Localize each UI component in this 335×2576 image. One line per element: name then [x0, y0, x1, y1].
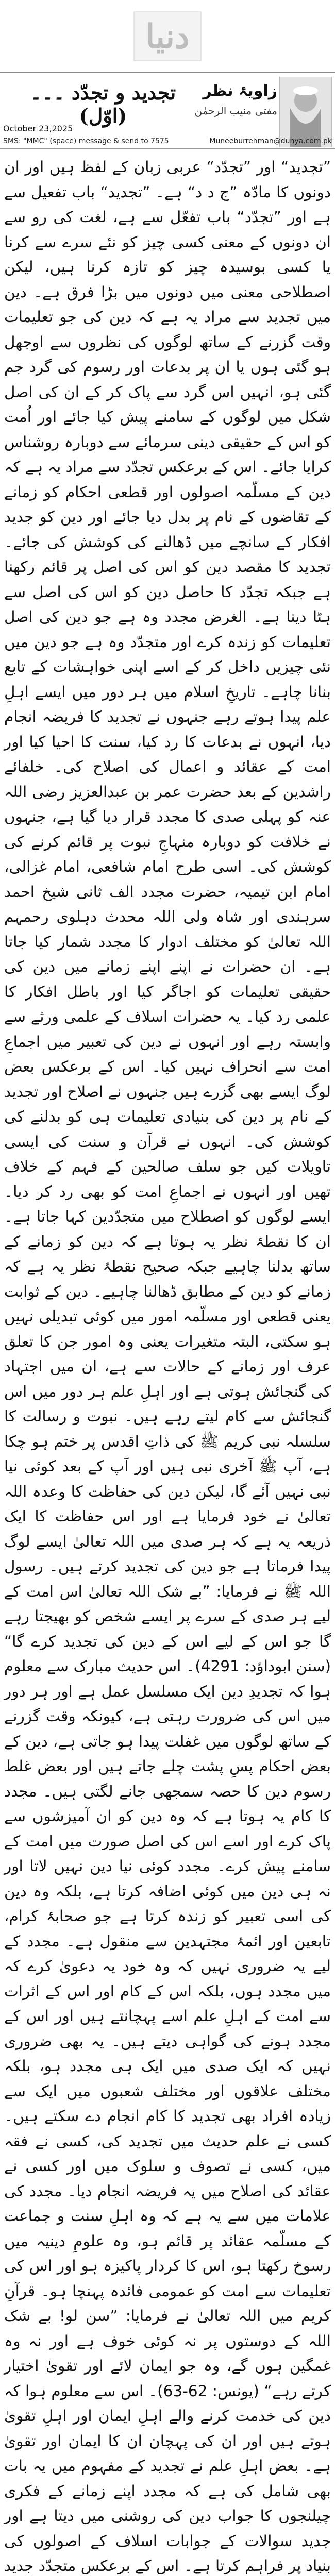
author-email: Muneeburrehman@dunya.com.pk [209, 137, 332, 145]
column-name: زاویۂ نظر [203, 82, 277, 100]
article-body [4, 155, 331, 2574]
dunya-logo-graphic [129, 7, 206, 66]
masthead [0, 0, 335, 72]
article-text: ”تجدید“ اور ”تجدّد“ عربی زبان کے لفظ ہیں اور ان دونوں کا مادّہ ”ج د د“ ہے۔ ”تجدید“ باب تفعیل سے ہے اور ”تجدّد“ باب تفعّل سے ہے، لغت کی رو سے ان دونوں کے معنی کسی چیز کو نئے سرے سے کرنا یا کسی بوسیدہ چیز کو تازہ کرنا ہیں، لیکن اصطلاحی معنی میں دونوں میں بڑا فرق ہے۔ دین میں تجدید سے مراد یہ ہے کہ دین کی جو تعلیمات وقت گزرنے کے ساتھ لوگوں کی نظروں سے اوجھل ہو گئی ہوں یا ان پر بدعات اور رسوم کی گرد جم گئی ہو، انہیں اس گرد سے پاک کر کے ان کی اصل شکل میں لوگوں کے سامنے پیش کیا جائے اور اُمت کو اس کے حقیقی دینی سرمائے سے دوبارہ روشناس کرایا جائے۔ اس کے برعکس تجدّد سے مراد یہ ہے کہ دین کے مسلّمہ اصولوں اور قطعی احکام کو زمانے کے تقاضوں کے نام پر بدل دیا جائے اور دین کو جدید افکار کے سانچے میں ڈھالنے کی کوشش کی جائے۔ تجدید کا مقصد دین کو اس کی اصل پر قائم رکھنا ہے جبکہ تجدّد کا حاصل دین کو اس کی اصل سے ہٹا دینا ہے۔ الغرض مجدد وہ ہے جو دین کی اصل تعلیمات کو زندہ کرے اور متجدّد وہ ہے جو دین میں نئی چیزیں داخل کر کے اسے اپنی خواہشات کے تابع بنانا چاہے۔ تاریخِ اسلام میں ہر دور میں ایسے اہلِ علم پیدا ہوتے رہے جنہوں نے تجدید کا فریضہ انجام دیا، انہوں نے بدعات کا رد کیا، سنت کا احیا کیا اور امت کے عقائد و اعمال کی اصلاح کی۔ خلفائے راشدین کے بعد حضرت عمر بن عبدالعزیز رضی اللہ عنہ کو پہلی صدی کا مجدد قرار دیا گیا ہے، جنہوں نے خلافت کو دوبارہ منہاجِ نبوت پر قائم کرنے کی کوشش کی۔ اسی طرح امام شافعی، امام غزالی، امام ابن تیمیہ، حضرت مجدد الف ثانی شیخ احمد سرہندی اور شاہ ولی اللہ محدث دہلوی رحمہم اللہ تعالیٰ کو مختلف ادوار کا مجدد شمار کیا جاتا ہے۔ ان حضرات نے اپنے اپنے زمانے میں دین کی حقیقی تعلیمات کو اجاگر کیا اور باطل افکار کا علمی رد کیا۔ یہ حضرات اسلاف کے علمی ورثے سے وابستہ رہے اور انہوں نے دین کی تعبیر میں اجماعِ امت سے انحراف نہیں کیا۔ اس کے برعکس بعض لوگ ایسے بھی گزرے ہیں جنہوں نے اصلاح اور تجدید کے نام پر دین کی بنیادی تعلیمات ہی کو بدلنے کی کوشش کی۔ انہوں نے قرآن و سنت کی ایسی تاویلات کیں جو سلف صالحین کے فہم کے خلاف تھیں اور انہوں نے اجماعِ امت کو بھی رد کر دیا۔ ایسے لوگوں کو اصطلاح میں متجدّدین کہا جاتا ہے۔ ان کا نقطۂ نظر یہ ہوتا ہے کہ دین کو زمانے کے ساتھ بدلنا چاہیے جبکہ صحیح نقطۂ نظر یہ ہے کہ زمانے کو دین کے مطابق ڈھالنا چاہیے۔ دین کے ثوابت یعنی قطعی اور مسلّمہ امور میں کوئی تبدیلی نہیں ہو سکتی، البتہ متغیرات یعنی وہ امور جن کا تعلق عرف اور زمانے کے حالات سے ہے، ان میں اجتہاد کی گنجائش ہوتی ہے اور اہلِ علم ہر دور میں اس گنجائش سے کام لیتے رہے ہیں۔ نبوت و رسالت کا سلسلہ نبی کریم ﷺ کی ذاتِ اقدس پر ختم ہو چکا ہے، آپ ﷺ آخری نبی ہیں اور آپ کے بعد کوئی نیا نبی نہیں آئے گا، لیکن دین کی حفاظت کا وعدہ اللہ تعالیٰ نے خود فرمایا ہے اور اس حفاظت کا ایک ذریعہ یہ ہے کہ ہر صدی میں اللہ تعالیٰ ایسے لوگ پیدا فرماتا ہے جو دین کی تجدید کرتے ہیں۔ رسول اللہ ﷺ نے فرمایا: ”بے شک اللہ تعالیٰ اس امت کے لیے ہر صدی کے سرے پر ایسے شخص کو بھیجتا رہے گا جو اس کے لیے اس کے دین کی تجدید کرے گا“ (سنن ابوداؤد: 4291)۔ اس حدیث مبارک سے معلوم ہوا کہ تجدیدِ دین ایک مسلسل عمل ہے اور ہر دور میں اس کی ضرورت رہتی ہے، کیونکہ وقت گزرنے کے ساتھ لوگوں میں غفلت پیدا ہو جاتی ہے، دین کے بعض احکام پسِ پشت چلے جاتے ہیں اور بعض غلط رسوم دین کا حصہ سمجھی جانے لگتی ہیں۔ مجدد کا کام یہ ہوتا ہے کہ وہ دین کو ان آمیزشوں سے پاک کرے اور اسے اس کی اصل صورت میں امت کے سامنے پیش کرے۔ مجدد کوئی نیا دین نہیں لاتا اور نہ ہی دین میں کوئی اضافہ کرتا ہے، بلکہ وہ دین کی اسی تعبیر کو زندہ کرتا ہے جو صحابۂ کرام، تابعین اور ائمۂ مجتہدین سے منقول ہے۔ مجدد کے لیے یہ ضروری نہیں کہ وہ خود یہ دعویٰ کرے کہ میں مجدد ہوں، بلکہ اس کے کام اور اس کے اثرات سے امت کے اہلِ علم اسے پہچانتے ہیں اور اس کے مجدد ہونے کی گواہی دیتے ہیں۔ یہ بھی ضروری نہیں کہ ایک صدی میں ایک ہی مجدد ہو، بلکہ مختلف علاقوں اور مختلف شعبوں میں ایک سے زیادہ افراد بھی تجدید کا کام انجام دے سکتے ہیں۔ کسی نے علم حدیث میں تجدید کی، کسی نے فقہ میں، کسی نے تصوف و سلوک میں اور کسی نے عقائد کی اصلاح میں یہ فریضہ انجام دیا۔ مجدد کی علامات میں سے یہ ہے کہ وہ اہلِ سنت و جماعت کے مسلّمہ عقائد پر قائم ہو، وہ علومِ دینیہ میں رسوخ رکھتا ہو، اس کا کردار پاکیزہ ہو اور اس کی تعلیمات سے امت کو عمومی فائدہ پہنچا ہو۔ قرآنِ کریم میں اللہ تعالیٰ نے فرمایا: ”سن لو! بے شک اللہ کے دوستوں پر نہ کوئی خوف ہے اور نہ وہ غمگین ہوں گے، وہ جو ایمان لائے اور تقویٰ اختیار کرتے رہے“ (یونس: 62-63)۔ اس سے معلوم ہوا کہ دین کی خدمت کرنے والے اہلِ ایمان اور اہلِ تقویٰ ہوتے ہیں اور ان کی پہچان ان کا ایمان اور تقویٰ ہے۔ بعض اہلِ علم نے تجدید کے مفہوم میں یہ بات بھی شامل کی ہے کہ مجدد اپنے زمانے کے فکری چیلنجوں کا جواب دین کی روشنی میں دیتا ہے اور جدید سوالات کے جوابات اسلاف کے اصولوں کی بنیاد پر فراہم کرتا ہے۔ اس کے برعکس متجدّد جدید [4, 158, 331, 2574]
dateline [0, 124, 335, 135]
dunya-logo [129, 7, 206, 66]
contact-row [0, 136, 335, 149]
logo-text: دنیا [145, 17, 190, 56]
publish-date: October 23,2025 [3, 124, 73, 133]
article-headline: تجدید و تجدّد ۔۔۔ (اوّل) [30, 81, 176, 127]
sms-info: SMS: "MMC" (space) message & send to 7575 [3, 137, 169, 145]
author-name: مفتی منیب الرحمٰن [194, 105, 277, 117]
